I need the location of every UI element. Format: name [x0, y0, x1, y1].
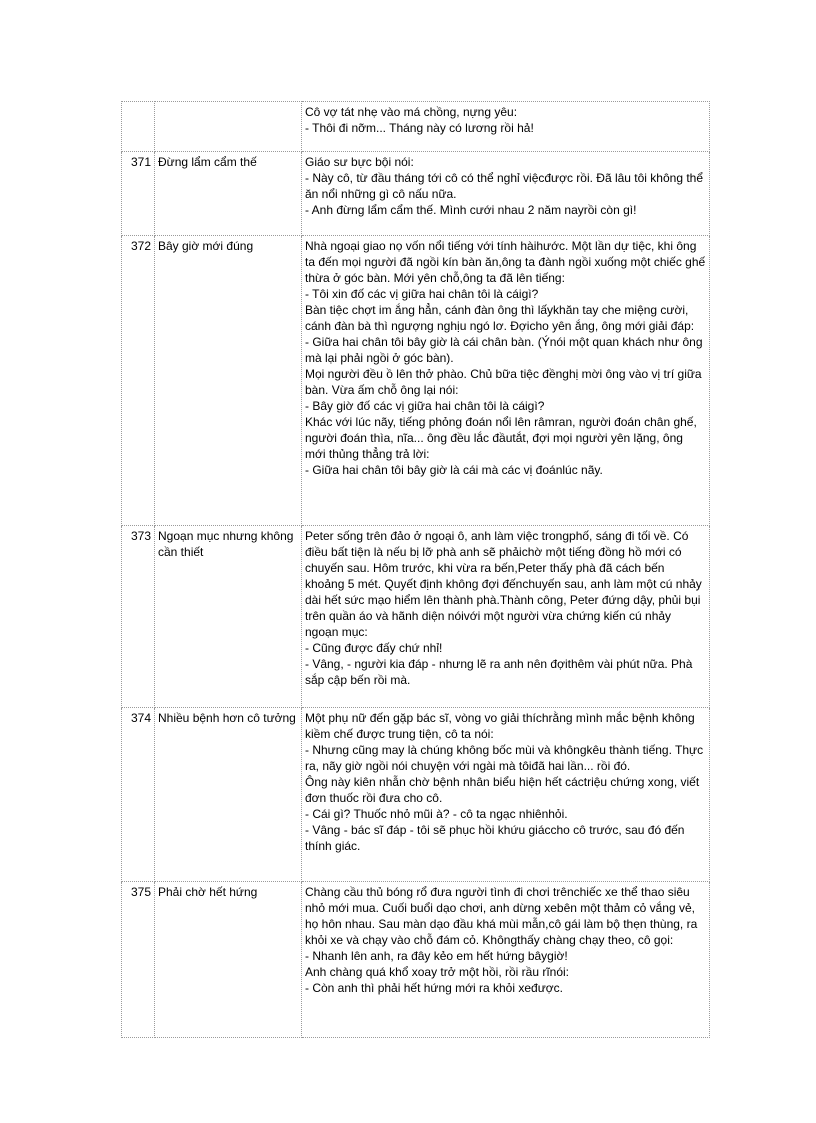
- joke-line: - Này cô, từ đầu tháng tới cô có thể nghỉ việcđược rồi. Đã lâu tôi không thể ăn nổi những gì cô nấu nữa.: [305, 171, 707, 201]
- table-row: [122, 526, 710, 708]
- joke-body: [302, 236, 710, 526]
- joke-line: - Bây giờ đố các vị giữa hai chân tôi là cáigì?: [305, 399, 545, 413]
- joke-number: [122, 102, 155, 152]
- joke-line: - Vâng, - người kia đáp - nhưng lẽ ra anh nên đợithêm vài phút nữa. Phà sắp cập bến rồi mà.: [305, 657, 696, 687]
- joke-line: Chàng cầu thủ bóng rổ đưa người tình đi chơi trênchiếc xe thể thao siêu nhỏ mới mua. Cuối buổi dạo chơi, anh dừng xebên một thảm cỏ vắng vẻ, họ hôn nhau. Sau màn dạo đầu khá mùi mẫn,cô gái làm bộ thẹn thùng, ra khỏi xe và chạy vào chỗ đám cỏ. Khôngthấy chàng chạy theo, cô gọi:: [305, 885, 701, 947]
- jokes-table: [121, 101, 710, 1038]
- joke-line: Mọi người đều ồ lên thở phào. Chủ bữa tiệc đềnghị mời ông vào vị trí giữa bàn. Vừa ấm chỗ ông lại nói:: [305, 367, 705, 397]
- joke-body: [302, 102, 710, 152]
- joke-body: [302, 152, 710, 236]
- joke-line: - Vâng - bác sĩ đáp - tôi sẽ phục hồi khứu giáccho cô trước, sau đó đến thính giác.: [305, 823, 688, 853]
- joke-line: - Anh đừng lẩm cẩm thế. Mình cưới nhau 2 năm nayrồi còn gì!: [305, 203, 637, 217]
- table-row: [122, 236, 710, 526]
- joke-number: 375: [122, 882, 155, 1038]
- joke-number: 374: [122, 708, 155, 882]
- joke-number: 371: [122, 152, 155, 236]
- joke-title: Ngoạn mục nhưng không cần thiết: [155, 526, 302, 708]
- joke-line: - Tôi xin đố các vị giữa hai chân tôi là cáigì?: [305, 287, 539, 301]
- joke-line: - Cái gì? Thuốc nhỏ mũi à? - cô ta ngạc nhiênhỏi.: [305, 807, 568, 821]
- joke-title: Bây giờ mới đúng: [155, 236, 302, 526]
- joke-line: Một phụ nữ đến gặp bác sĩ, vòng vo giải thíchrằng mình mắc bệnh không kiềm chế được trung tiện, cô ta nói:: [305, 711, 698, 741]
- joke-title: Phải chờ hết hứng: [155, 882, 302, 1038]
- joke-line: Khác với lúc nãy, tiếng phỏng đoán nổi lên râmran, người đoán chân ghế, người đoán thìa, nĩa... ông đều lắc đầutắt, đợi mọi người yên lặng, ông mới thủng thẳng trả lời:: [305, 415, 701, 461]
- joke-line: - Còn anh thì phải hết hứng mới ra khỏi xeđược.: [305, 981, 563, 995]
- joke-line: Giáo sư bực bội nói:: [305, 155, 414, 169]
- joke-line: - Cũng được đấy chứ nhỉ!: [305, 641, 443, 655]
- table-row: [122, 152, 710, 236]
- joke-title: Đừng lẩm cẩm thế: [155, 152, 302, 236]
- joke-line: Bàn tiệc chợt im ắng hẳn, cánh đàn ông thì lấykhăn tay che miệng cười, cánh đàn bà thì ngượng nghịu ngó lơ. Đợicho yên ắng, ông mới giải đáp:: [305, 303, 695, 333]
- joke-body: [302, 708, 710, 882]
- joke-body: [302, 882, 710, 1038]
- joke-number: 373: [122, 526, 155, 708]
- joke-line: - Nhanh lên anh, ra đây kẻo em hết hứng bâygiờ!: [305, 949, 568, 963]
- joke-line: Cô vợ tát nhẹ vào má chồng, nựng yêu:: [305, 105, 518, 119]
- table-row: [122, 882, 710, 1038]
- joke-body: [302, 526, 710, 708]
- joke-line: Ông này kiên nhẫn chờ bệnh nhân biểu hiện hết cáctriệu chứng xong, viết đơn thuốc rồi đưa cho cô.: [305, 775, 703, 805]
- joke-line: - Nhưng cũng may là chúng không bốc mùi và khôngkêu thành tiếng. Thực ra, nãy giờ ngồi nói chuyện với ngài mà tôiđã hai lần... rồi đó.: [305, 743, 707, 773]
- joke-line: - Giữa hai chân tôi bây giờ là cái mà các vị đoánlúc nãy.: [305, 463, 603, 477]
- table-row: [122, 102, 710, 152]
- joke-line: - Thôi đi nỡm... Tháng này có lương rồi hả!: [305, 121, 534, 135]
- joke-line: Anh chàng quá khổ xoay trở một hồi, rồi rầu rĩnói:: [305, 965, 570, 979]
- joke-title: Nhiều bệnh hơn cô tưởng: [155, 708, 302, 882]
- table-row: [122, 708, 710, 882]
- joke-title: [155, 102, 302, 152]
- joke-line: Nhà ngoại giao nọ vốn nổi tiếng với tính hàihước. Một lần dự tiệc, khi ông ta đến mọi người đã ngồi kín bàn ăn,ông ta đành ngồi xuống một chiếc ghế thừa ở góc bàn. Mới yên chỗ,ông ta đã lên tiếng:: [305, 239, 709, 285]
- jokes-table-body: [122, 102, 710, 1038]
- joke-line: - Giữa hai chân tôi bây giờ là cái chân bàn. (Ýnói một quan khách như ông mà lại phải ngồi ở góc bàn).: [305, 335, 706, 365]
- joke-line: Peter sống trên đảo ở ngoại ô, anh làm việc trongphố, sáng đi tối về. Có điều bất tiện là nếu bị lỡ phà anh sẽ phảichờ một tiếng đồng hồ mới có chuyến sau. Hôm trước, khi vừa ra bến,Peter thấy phà đã cách bến khoảng 5 mét. Quyết định không đợi đếnchuyến sau, anh làm một cú nhảy dài hết sức mạo hiểm lên thành phà.Thành công, Peter đứng dậy, phủi bụi trên quần áo và hãnh diện nóivới một người vừa chứng kiến cú nhảy ngoạn mục:: [305, 529, 706, 639]
- joke-number: 372: [122, 236, 155, 526]
